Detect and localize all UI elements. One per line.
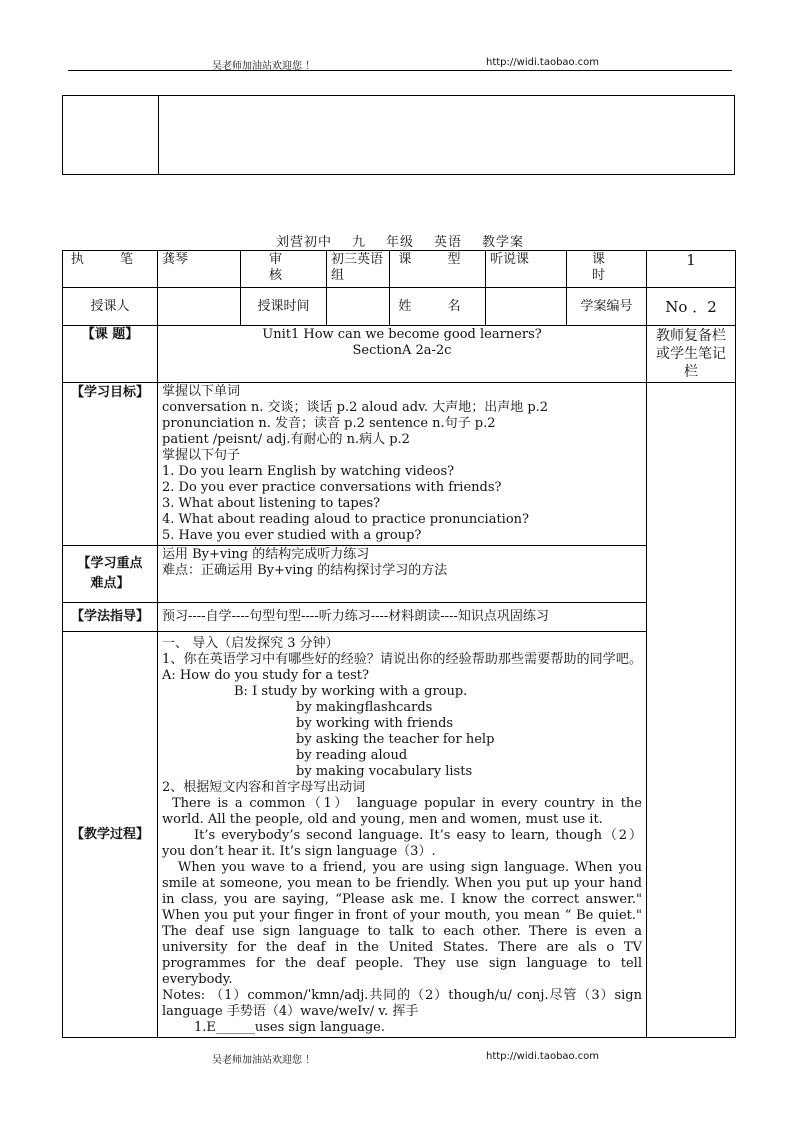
- process-by: by making vocabulary lists: [296, 764, 473, 779]
- page-title: [0, 231, 800, 250]
- footer-left: 吴老师加油站欢迎您 ！: [212, 1055, 316, 1066]
- process-sec1: 一、 导入（启发探究 3 分钟）: [162, 636, 339, 651]
- goals-line: conversation n. 交谈；谈话 p.2 aloud adv. 大声地；出声地 p.2: [162, 400, 549, 415]
- process-q1: 1、你在英语学习中有哪些好的经验？请说出你的经验帮助那些需要帮助的同学吧。A: How do you study for a test?: [162, 652, 642, 683]
- key-cell: [158, 546, 647, 603]
- topic-line2: SectionA 2a-2c: [352, 343, 452, 358]
- header-rule: [68, 70, 732, 71]
- header-left: 吴老师加油站欢迎您 ！: [212, 61, 316, 72]
- title-subject: 英语: [434, 235, 463, 250]
- process-by: by makingflashcards: [296, 700, 433, 715]
- key-label-line2: 难点】: [90, 576, 130, 591]
- process-p3: When you wave to a friend, you are using sign language. When you smile at someone, you mean to be friendly. When you put up your hand in class, you are saying, “Please ask me. I know the correct answer." When you put your finger in front of your mouth, you mean “ Be quiet." The deaf use sign language to talk to each other. There is even a university for the deaf in the United States. There are als o TV programmes for the deaf people. They use sign language to tell everybody.: [162, 860, 642, 987]
- goals-line: 4. What about reading aloud to practice pronunciation?: [162, 512, 529, 527]
- title-grade: 年级: [385, 235, 414, 250]
- time-label: 授课时间: [241, 288, 327, 326]
- process-by: by working with friends: [296, 716, 454, 731]
- key-line1: 运用 By+ving 的结构完成听力练习: [162, 547, 370, 562]
- method-cell: [158, 603, 647, 632]
- goals-label: 【学习目标】: [63, 383, 158, 546]
- key-label: [63, 546, 158, 603]
- writer-value: 龚琴: [158, 251, 241, 288]
- no-label: 学案编号: [567, 288, 647, 326]
- lesson-table: [62, 250, 736, 1038]
- goals-cell: [158, 383, 647, 546]
- goals-line: 1. Do you learn English by watching videos?: [162, 464, 455, 479]
- period-label: 课 时: [567, 251, 647, 288]
- process-b: B: I study by working with a group.: [234, 684, 468, 699]
- method-text: 预习----自学----句型句型----听力练习----材料朗读----知识点巩固练习: [162, 609, 549, 624]
- goals-line: 5. Have you ever studied with a group?: [162, 528, 422, 543]
- teacher-label: 授课人: [63, 288, 158, 326]
- notes-column: [647, 383, 736, 1038]
- title-doc: 教学案: [482, 235, 525, 250]
- goals-line: pronunciation n. 发音；读音 p.2 sentence n.句子 p.2: [162, 416, 496, 431]
- teacher-value: [158, 288, 241, 326]
- review-label: 审 核: [241, 251, 327, 288]
- name-value: [486, 288, 567, 326]
- goals-line: 3. What about listening to tapes?: [162, 496, 381, 511]
- topic-line1: Unit1 How can we become good learners?: [262, 327, 542, 342]
- goals-line: 2. Do you ever practice conversations with friends?: [162, 480, 502, 495]
- top-blank-box: [62, 95, 735, 175]
- type-value: 听说课: [486, 251, 567, 288]
- footer-right: http://widi.taobao.com: [486, 1051, 600, 1062]
- notes-column-label: 教师复备栏或学生笔记栏: [647, 326, 736, 383]
- process-by: by asking the teacher for help: [296, 732, 495, 747]
- topic-cell: [158, 326, 647, 383]
- goals-line: 掌握以下句子: [162, 448, 241, 463]
- process-p2: It’s everybody’s second language. It’s easy to learn, though（2） you don’t hear it. It’s sign language（3）.: [162, 828, 642, 859]
- goals-line: 掌握以下单词: [162, 384, 241, 399]
- name-label: 姓 名: [390, 288, 486, 326]
- process-by: by reading aloud: [296, 748, 408, 763]
- goals-line: patient /peisnt/ adj.有耐心的 n.病人 p.2: [162, 432, 410, 447]
- key-line2: 难点：正确运用 By+ving 的结构探讨学习的方法: [162, 563, 448, 578]
- writer-label: 执 笔: [63, 251, 158, 288]
- process-notes: Notes: （1）common/ˈkmn/adj.共同的（2）though/u/ conj.尽管（3）sign language 手势语（4）wave/weIv/ v. 挥手: [162, 988, 642, 1019]
- time-value: [327, 288, 390, 326]
- method-label: 【学法指导】: [63, 603, 158, 632]
- topic-label: 【课 题】: [63, 326, 158, 383]
- key-label-line1: 【学习重点: [77, 556, 143, 571]
- process-label: 【教学过程】: [63, 632, 158, 1038]
- review-value: 初三英语组: [327, 251, 390, 288]
- title-school: 刘营初中: [275, 235, 332, 250]
- type-label: 课 型: [390, 251, 486, 288]
- no-value: No ．2: [647, 288, 736, 326]
- process-cell: [158, 632, 647, 1038]
- title-grade-num: 九: [351, 235, 366, 250]
- process-sec2: 2、根据短文内容和首字母写出动词: [162, 780, 366, 795]
- header-right: http://widi.taobao.com: [486, 57, 600, 68]
- period-value: 1: [647, 251, 736, 288]
- process-p1: There is a common（1） language popular in every country in the world. All the people, old and young, men and women, must use it.: [162, 796, 642, 827]
- process-question: 1.E______uses sign language.: [194, 1020, 385, 1035]
